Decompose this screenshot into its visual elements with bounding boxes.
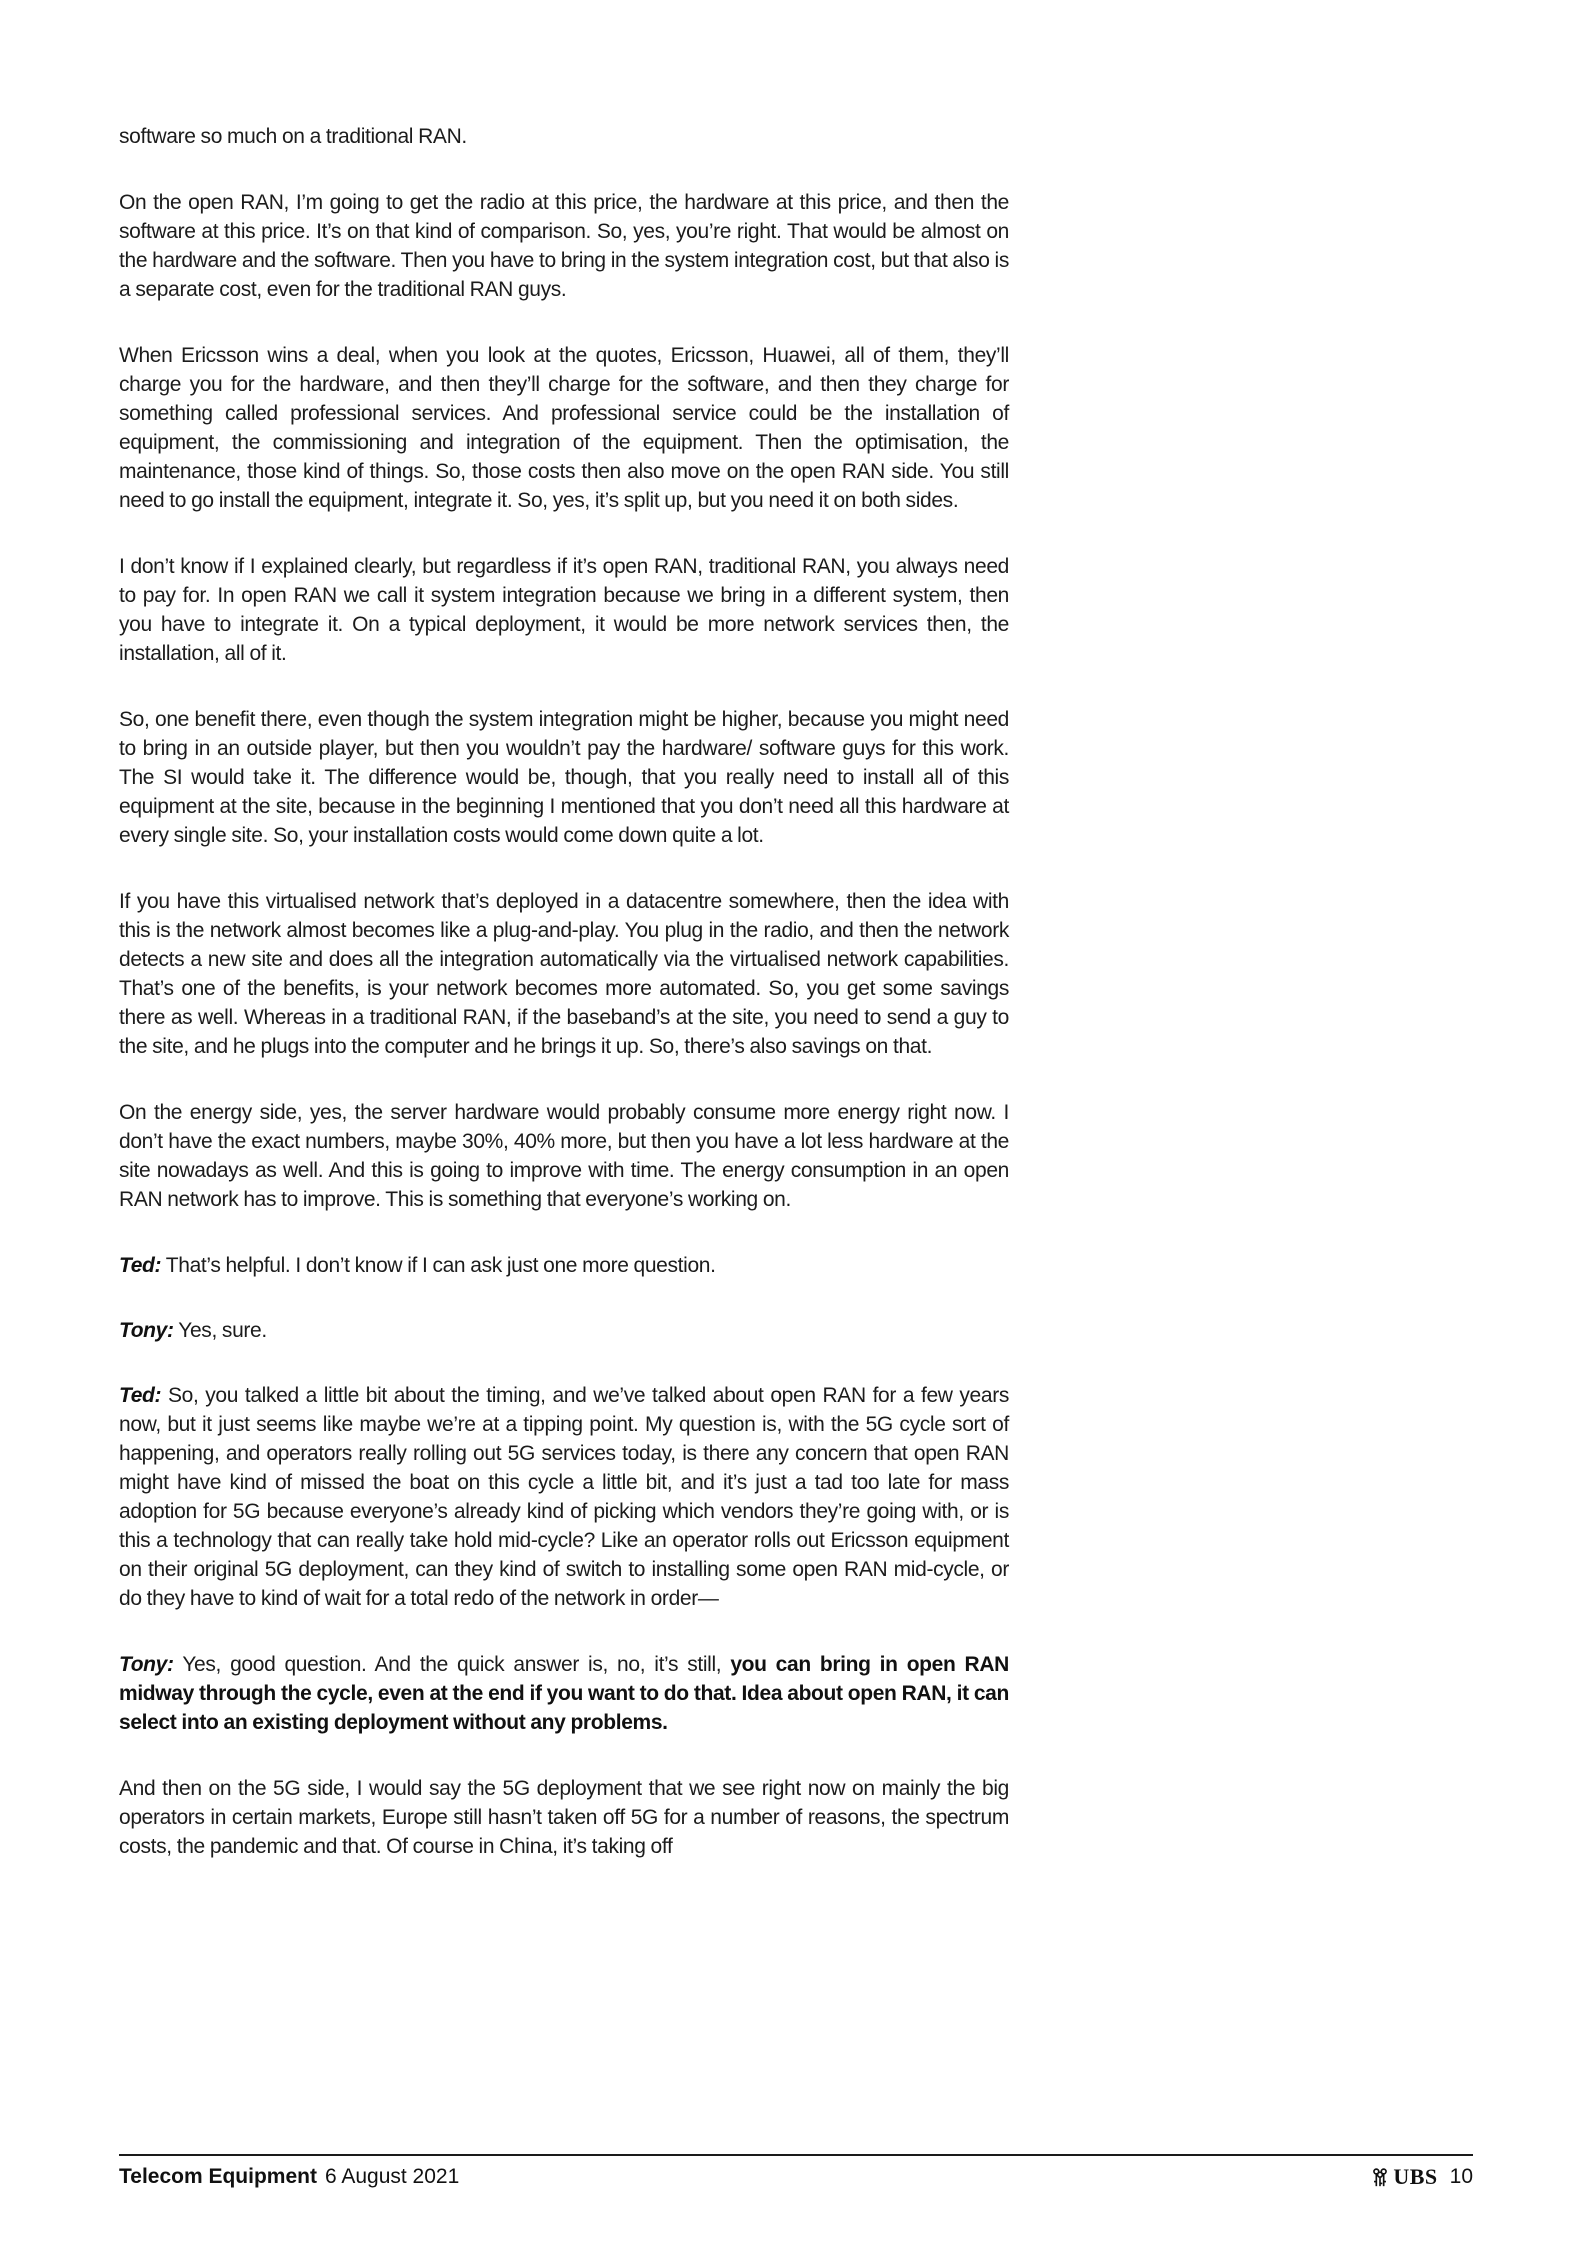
paragraph-10 [119,1381,1009,1613]
speaker-label: Ted: [119,1384,162,1407]
paragraph-12: And then on the 5G side, I would say the 5G deployment that we see right now on mainly the big operators in certain markets, Europe still hasn’t taken off 5G for a number of reasons, the spectrum costs, the pandemic and that. Of course in China, it’s taking off [119,1777,1009,1858]
ubs-logo [1369,2163,1437,2191]
paragraph-11 [119,1650,1009,1737]
paragraph-3: When Ericsson wins a deal, when you look at the quotes, Ericsson, Huawei, all of them, they’ll charge you for the hardware, and then they’ll charge for the software, and then they charge for something called professional services. And professional service could be the installation of equipment, the commissioning and integration of the equipment. Then the optimisation, the maintenance, those kind of things. So, those costs then also move on the open RAN side. You still need to go install the equipment, integrate it. So, yes, it’s split up, but you need it on both sides. [119,344,1009,512]
transcript-body [119,122,1009,1898]
paragraph-text: So, you talked a little bit about the timing, and we’ve talked about open RAN for a few years now, but it just seems like maybe we’re at a tipping point. My question is, with the 5G cycle sort of happening, and operators really rolling out 5G services today, is there any concern that open RAN might have kind of missed the boat on this cycle a little bit, and it’s just a tad too late for mass adoption for 5G because everyone’s already kind of picking which vendors they’re going with, or is this a technology that can really take hold mid-cycle? Like an operator rolls out Ericsson equipment on their original 5G deployment, can they kind of switch to installing some open RAN mid-cycle, or do they have to kind of wait for a total redo of the network in order— [119,1384,1009,1610]
speaker-label: Tony: [119,1653,174,1676]
paragraph-text: Yes, sure. [173,1319,267,1342]
paragraph-9 [119,1316,1009,1345]
paragraph-text: That’s helpful. I don’t know if I can ask just one more question. [161,1254,716,1277]
paragraph-5: So, one benefit there, even though the system integration might be higher, because you might need to bring in an outside player, but then you wouldn’t pay the hardware/ software guys for this work. The SI would take it. The difference would be, though, that you really need to install all of this equipment at the site, because in the beginning I mentioned that you don’t need all this hardware at every single site. So, your installation costs would come down quite a lot. [119,708,1009,847]
page-number: 10 [1449,2165,1473,2188]
footer-divider [119,2154,1473,2156]
footer-report-info [119,2163,459,2191]
paragraph-8 [119,1251,1009,1280]
footer-brand [1369,2163,1473,2191]
speaker-label: Tony: [119,1319,174,1342]
logo-text: UBS [1393,2164,1438,2189]
paragraph-2: On the open RAN, I’m going to get the radio at this price, the hardware at this price, and then the software at this price. It’s on that kind of comparison. So, yes, you’re right. That would be almost on the hardware and the software. Then you have to bring in the system integration cost, but that also is a separate cost, even for the traditional RAN guys. [119,191,1009,301]
emphasized-text: you can bring in open RAN midway through the cycle, even at the end if you want to do that. Idea about open RAN, it can select into an existing deployment without any problems. [119,1653,1009,1734]
paragraph-1: software so much on a traditional RAN. [119,125,467,148]
speaker-label: Ted: [119,1254,162,1277]
report-date: 6 August 2021 [324,2165,460,2188]
paragraph-text: Yes, good question. And the quick answer is, no, it’s still, [173,1653,731,1676]
report-title: Telecom Equipment [119,2165,317,2188]
paragraph-7: On the energy side, yes, the server hardware would probably consume more energy right now. I don’t have the exact numbers, maybe 30%, 40% more, but then you have a lot less hardware at the site nowadays as well. And this is going to improve with time. The energy consumption in an open RAN network has to improve. This is something that everyone’s working on. [119,1101,1009,1211]
paragraph-6: If you have this virtualised network that’s deployed in a datacentre somewhere, then the idea with this is the network almost becomes like a plug-and-play. You plug in the radio, and then the network detects a new site and does all the integration automatically via the virtualised network capabilities. That’s one of the benefits, is your network becomes more automated. So, you get some savings there as well. Whereas in a traditional RAN, if the baseband’s at the site, you need to send a guy to the site, and he plugs into the computer and he brings it up. So, there’s also savings on that. [119,890,1009,1058]
paragraph-4: I don’t know if I explained clearly, but regardless if it’s open RAN, traditional RAN, you always need to pay for. In open RAN we call it system integration because we bring in a different system, then you have to integrate it. On a typical deployment, it would be more network services then, the installation, all of it. [119,555,1009,665]
ubs-keys-logo-icon [1369,2166,1391,2188]
